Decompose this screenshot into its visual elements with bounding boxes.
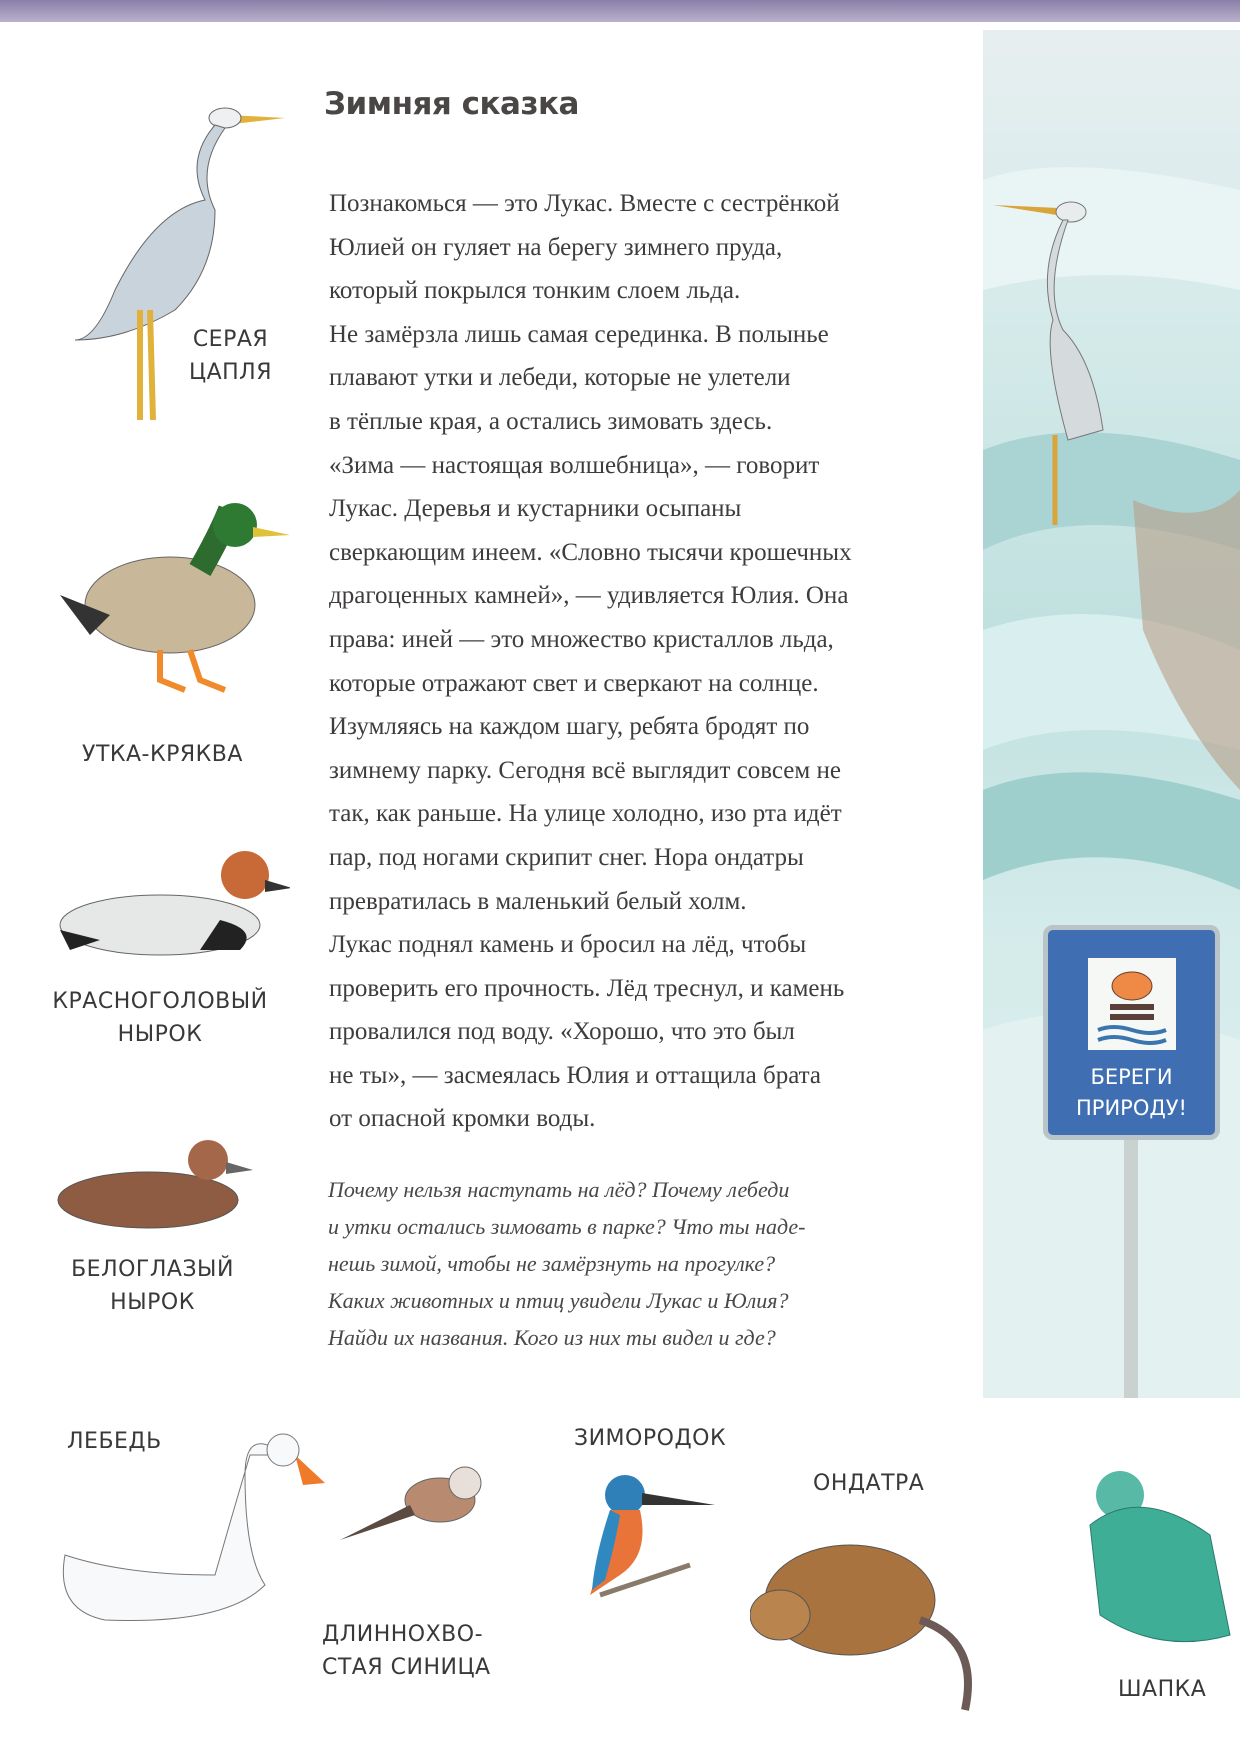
mallard-illustration	[50, 495, 290, 705]
label-hat	[1118, 1673, 1206, 1706]
text-line: которые отражают свет и сверкают на солнце.	[329, 669, 819, 697]
text-line: Найди их названия. Кого из них ты видел и где?	[328, 1325, 776, 1350]
label-line: СЕРАЯ	[192, 327, 269, 352]
protect-nature-sign	[1043, 925, 1220, 1140]
text-line: Лукас поднял камень и бросил на лёд, чтобы	[329, 931, 807, 959]
text-line: превратилась в маленький белый холм.	[329, 887, 747, 915]
text-line: Юлией он гуляет на берегу зимнего пруда,	[329, 233, 783, 261]
label-line: УТКА-КРЯКВА	[82, 742, 243, 767]
text-line: Познакомься — это Лукас. Вместе с сестрёнкой	[329, 190, 840, 217]
text-line: и утки остались зимовать в парке? Что ты наде-	[328, 1214, 806, 1239]
text-line: Не замёрзла лишь самая серединка. В полынье	[329, 320, 829, 348]
label-line: ДЛИННОХВО-	[322, 1622, 484, 1647]
sign-pole	[1124, 1140, 1138, 1398]
label-line: ЗИМОРОДОК	[574, 1426, 727, 1451]
text-line: не ты», — засмеялась Юлия и оттащила брата	[329, 1061, 821, 1089]
common-pochard-illustration	[30, 840, 290, 970]
questions-text	[328, 1171, 805, 1356]
top-border	[0, 0, 1240, 22]
sign-line-1: БЕРЕГИ	[1090, 1065, 1173, 1089]
label-kingfisher	[574, 1422, 726, 1455]
winter-scene-illustration	[983, 30, 1240, 1398]
knit-hat-illustration	[1070, 1465, 1240, 1655]
label-line: СТАЯ СИНИЦА	[322, 1655, 491, 1680]
text-line: проверить его прочность. Лёд треснул, и камень	[329, 974, 845, 1002]
swan-illustration	[45, 1405, 325, 1635]
text-line: зимнему парку. Сегодня всё выглядит совсем не	[329, 756, 841, 784]
text-line: так, как раньше. На улице холодно, изо рта идёт	[329, 800, 842, 828]
long-tailed-tit-illustration	[335, 1455, 495, 1565]
label-line: ЦАПЛЯ	[188, 360, 272, 385]
story-text	[329, 182, 852, 1141]
text-line: Лукас. Деревья и кустарники осыпаны	[329, 495, 742, 523]
text-line: Почему нельзя наступать на лёд? Почему лебеди	[328, 1177, 790, 1202]
label-line: ОНДАТРА	[813, 1471, 925, 1496]
label-grey-heron	[168, 323, 293, 389]
label-line: НЫРОК	[110, 1290, 195, 1315]
text-line: Изумляясь на каждом шагу, ребята бродят по	[329, 713, 810, 741]
text-line: в тёплые края, а остались зимовать здесь.	[329, 407, 773, 435]
text-line: который покрылся тонким слоем льда.	[329, 277, 741, 305]
ferruginous-duck-illustration	[38, 1130, 258, 1240]
text-line: плавают утки и лебеди, которые не улетели	[329, 364, 791, 392]
label-line: БЕЛОГЛАЗЫЙ	[71, 1257, 234, 1282]
label-line: ШАПКА	[1118, 1677, 1207, 1702]
label-line: КРАСНОГОЛОВЫЙ	[52, 989, 268, 1014]
label-line: ЛЕБЕДЬ	[67, 1429, 162, 1454]
sign-pictogram	[1088, 958, 1176, 1050]
text-line: провалился под воду. «Хорошо, что это был	[329, 1018, 795, 1046]
label-muskrat	[813, 1467, 924, 1500]
scene-drawing	[983, 30, 1240, 1398]
label-ferruginous-duck	[30, 1253, 275, 1319]
kingfisher-illustration	[580, 1465, 720, 1615]
text-line: сверкающим инеем. «Словно тысячи крошечных	[329, 538, 852, 566]
text-line: драгоценных камней», — удивляется Юлия. Она	[329, 582, 849, 610]
muskrat-illustration	[750, 1520, 1000, 1720]
text-line: пар, под ногами скрипит снег. Нора ондатры	[329, 843, 804, 871]
label-long-tailed-tit	[322, 1618, 491, 1684]
label-line: НЫРОК	[117, 1022, 203, 1047]
label-mallard	[40, 738, 285, 771]
label-common-pochard	[30, 985, 290, 1051]
text-line: Каких животных и птиц увидели Лукас и Юлия?	[328, 1288, 789, 1313]
page-title: Зимняя сказка	[324, 86, 579, 122]
text-line: права: иней — это множество кристаллов льда,	[329, 625, 834, 653]
text-line: от опасной кромки воды.	[329, 1105, 596, 1133]
text-line: «Зима — настоящая волшебница», — говорит	[329, 451, 820, 479]
sign-line-2: ПРИРОДУ!	[1076, 1096, 1187, 1120]
text-line: нешь зимой, чтобы не замёрзнуть на прогулке?	[328, 1251, 776, 1276]
